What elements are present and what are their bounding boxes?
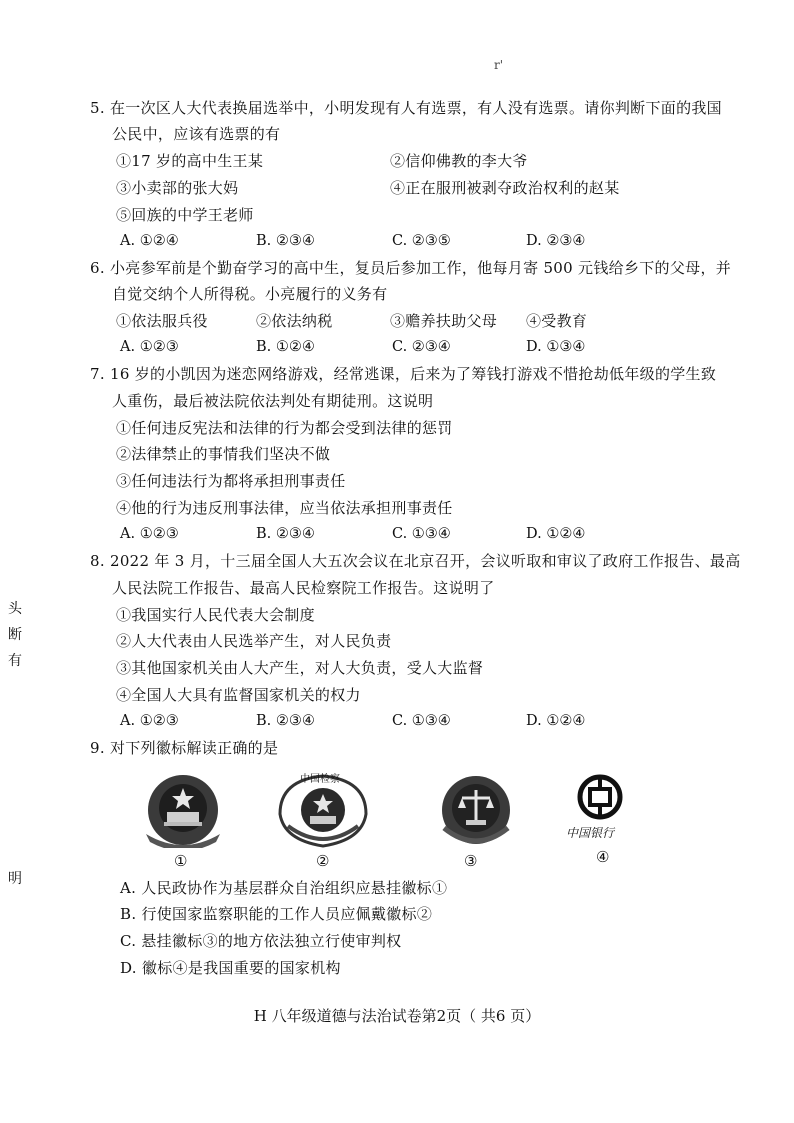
question-5-item: ①17 岁的高中生王某 xyxy=(116,152,264,170)
margin-char: 明 xyxy=(8,871,22,887)
question-8-item: ④全国人大具有监督国家机关的权力 xyxy=(116,686,361,704)
top-mark: r' xyxy=(494,58,504,72)
question-8-item: ②人大代表由人民选举产生，对人民负责 xyxy=(116,632,392,650)
margin-char: 有 xyxy=(8,653,22,669)
question-5-stem: 5. 在一次区人大代表换届选举中，小明发现有人有选票，有人没有选票。请你判断下面的我国 xyxy=(90,99,722,117)
question-8-choice-b: B. ②③④ xyxy=(256,713,315,729)
question-7-choice-b: B. ②③④ xyxy=(256,526,315,542)
question-6-choice-d: D. ①③④ xyxy=(526,339,586,355)
emblem-4-text: 中国银行 xyxy=(566,826,615,840)
question-7-choice-c: C. ①③④ xyxy=(392,526,451,542)
emblem-label-3: ③ xyxy=(464,852,478,870)
question-7-stem: 人重伤，最后被法院依法判处有期徒刑。这说明 xyxy=(112,392,434,410)
question-8-item: ①我国实行人民代表大会制度 xyxy=(116,606,315,624)
question-8-stem: 人民法院工作报告、最高人民检察院工作报告。这说明了 xyxy=(112,579,495,597)
question-6-choice-a: A. ①②③ xyxy=(120,339,179,355)
question-6-item: ④受教育 xyxy=(526,312,588,330)
question-5-choice-c: C. ②③⑤ xyxy=(392,233,451,249)
question-8-choice-a: A. ①②③ xyxy=(120,713,179,729)
question-5-choice-a: A. ①②④ xyxy=(120,233,179,249)
question-6-choice-c: C. ②③④ xyxy=(392,339,451,355)
question-5-choice-d: D. ②③④ xyxy=(526,233,586,249)
question-7-item: ①任何违反宪法和法律的行为都会受到法律的惩罚 xyxy=(116,419,453,437)
question-9-option-b: B. 行使国家监察职能的工作人员应佩戴徽标② xyxy=(120,905,433,923)
court-emblem-icon xyxy=(434,772,518,848)
page-footer: H 八年级道德与法治试卷第2页（ 共6 页） xyxy=(253,1007,541,1025)
question-9-option-a: A. 人民政协作为基层群众自治组织应悬挂徽标① xyxy=(120,879,448,897)
emblem-label-2: ② xyxy=(316,852,330,870)
emblem-2-text: 中国检察 xyxy=(300,774,340,785)
question-9-option-c: C. 悬挂徽标③的地方依法独立行使审判权 xyxy=(120,932,402,950)
question-6-item: ③赡养扶助父母 xyxy=(390,312,498,330)
question-7-item: ②法律禁止的事情我们坚决不做 xyxy=(116,445,331,463)
question-5-item: ③小卖部的张大妈 xyxy=(116,179,239,197)
emblem-label-4: ④ xyxy=(596,848,610,866)
question-7-item: ④他的行为违反刑事法律，应当依法承担刑事责任 xyxy=(116,499,453,517)
question-5-item: ④正在服刑被剥夺政治权利的赵某 xyxy=(390,179,620,197)
question-5-item: ②信仰佛教的李大爷 xyxy=(390,152,528,170)
question-5-item: ⑤回族的中学王老师 xyxy=(116,206,254,224)
national-emblem-icon xyxy=(134,772,232,848)
question-7-choice-d: D. ①②④ xyxy=(526,526,586,542)
margin-char: 头 xyxy=(8,601,22,617)
question-9-stem: 9. 对下列徽标解读正确的是 xyxy=(90,739,279,757)
question-7-choice-a: A. ①②③ xyxy=(120,526,179,542)
emblem-label-1: ① xyxy=(174,852,188,870)
question-9-option-d: D. 徽标④是我国重要的国家机构 xyxy=(120,959,341,977)
bank-logo-icon xyxy=(572,774,628,820)
question-6-stem: 自觉交纳个人所得税。小亮履行的义务有 xyxy=(112,285,388,303)
question-6-item: ①依法服兵役 xyxy=(116,312,208,330)
question-7-item: ③任何违法行为都将承担刑事责任 xyxy=(116,472,346,490)
margin-char: 断 xyxy=(8,627,22,643)
question-5-choice-b: B. ②③④ xyxy=(256,233,315,249)
question-7-stem: 7. 16 岁的小凯因为迷恋网络游戏，经常逃课，后来为了筹钱打游戏不惜抢劫低年级的学生致 xyxy=(90,365,717,383)
question-6-item: ②依法纳税 xyxy=(256,312,333,330)
question-8-choice-d: D. ①②④ xyxy=(526,713,586,729)
question-5-stem: 公民中，应该有选票的有 xyxy=(112,125,281,143)
question-6-stem: 6. 小亮参军前是个勤奋学习的高中生，复员后参加工作，他每月寄 500 元钱给乡下的父母，并 xyxy=(90,259,732,277)
question-6-choice-b: B. ①②④ xyxy=(256,339,315,355)
question-8-stem: 8. 2022 年 3 月，十三届全国人大五次会议在北京召开，会议听取和审议了政府工作报告、最高 xyxy=(90,552,741,570)
question-8-item: ③其他国家机关由人大产生，对人大负责，受人大监督 xyxy=(116,659,484,677)
question-8-choice-c: C. ①③④ xyxy=(392,713,451,729)
